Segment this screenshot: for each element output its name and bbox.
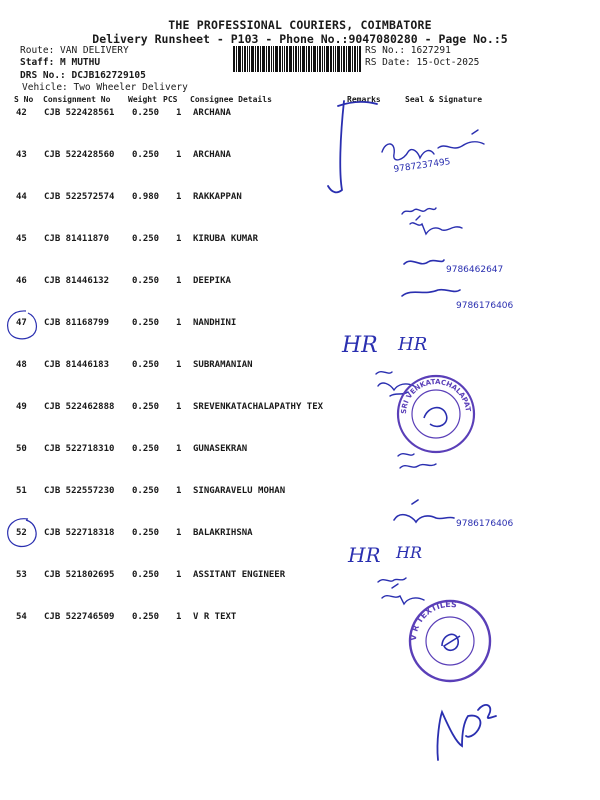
signature-row-51-phone: 9786176406 <box>456 519 514 529</box>
company-stamp-row-49 <box>391 366 478 456</box>
row-consignee: RAKKAPPAN <box>193 192 242 202</box>
rs-number: RS No.: 1627291 <box>365 45 451 56</box>
row-47-circle-mark <box>4 308 40 344</box>
vehicle-label: Vehicle: Two Wheeler Delivery <box>22 82 188 93</box>
row-weight: 0.250 <box>132 528 160 538</box>
row-weight: 0.980 <box>132 192 160 202</box>
table-row <box>0 612 600 626</box>
row-consignee: SUBRAMANIAN <box>193 360 253 370</box>
row-weight: 0.250 <box>132 612 160 622</box>
row-consignment: CJB 522428560 <box>44 150 115 160</box>
table-row <box>0 192 600 206</box>
row-pcs: 1 <box>176 402 182 412</box>
row-consignment: CJB 522428561 <box>44 108 115 118</box>
row-consignee: NANDHINI <box>193 318 237 328</box>
row-pcs: 1 <box>176 318 182 328</box>
row-consignment: CJB 81168799 <box>44 318 110 328</box>
row-consignee: ARCHANA <box>193 108 231 118</box>
row-pcs: 1 <box>176 612 182 622</box>
row-pcs: 1 <box>176 276 182 286</box>
signature-row-43 <box>372 122 502 178</box>
row-sno: 43 <box>16 150 27 160</box>
row-consignee: SREVENKATACHALAPATHY TEX <box>193 402 324 412</box>
row-sno: 42 <box>16 108 27 118</box>
row-pcs: 1 <box>176 150 182 160</box>
row-sno: 47 <box>16 318 27 328</box>
row-sno: 45 <box>16 234 27 244</box>
table-row <box>0 570 600 584</box>
signature-row-46 <box>398 250 548 312</box>
runsheet-subtitle: Delivery Runsheet - P103 - Phone No.:9047080280 - Page No.:5 <box>92 32 508 46</box>
row-pcs: 1 <box>176 234 182 244</box>
row-weight: 0.250 <box>132 360 160 370</box>
row-consignment: CJB 522718318 <box>44 528 115 538</box>
signature-row-50 <box>392 446 452 482</box>
row-weight: 0.250 <box>132 402 160 412</box>
row-consignment: CJB 522557230 <box>44 486 115 496</box>
row-sno: 48 <box>16 360 27 370</box>
row-pcs: 1 <box>176 486 182 496</box>
table-row <box>0 360 600 374</box>
table-row <box>0 234 600 248</box>
row-consignment: CJB 522746509 <box>44 612 115 622</box>
row-pcs: 1 <box>176 528 182 538</box>
col-pcs-header: PCS <box>163 95 178 104</box>
row-consignee: SINGARAVELU MOHAN <box>193 486 286 496</box>
row-weight: 0.250 <box>132 318 160 328</box>
row-pcs: 1 <box>176 570 182 580</box>
remark-hr-row-47 <box>338 322 448 362</box>
bottom-signature <box>428 696 502 766</box>
row-consignment: CJB 521802695 <box>44 570 115 580</box>
staff-label: Staff: M MUTHU <box>20 57 101 68</box>
drs-number: DRS No.: DCJB162729105 <box>20 70 146 81</box>
signature-row-46-phone-a: 9786462647 <box>446 265 504 275</box>
row-weight: 0.250 <box>132 234 160 244</box>
stamp-row-54-text: V R TEXTILES <box>408 599 458 642</box>
row-52-circle-mark <box>4 516 40 552</box>
barcode <box>233 46 361 72</box>
row-weight: 0.250 <box>132 108 160 118</box>
row-consignee: DEEPIKA <box>193 276 231 286</box>
remark-hr-row-47-a: HR <box>342 333 378 358</box>
table-row <box>0 150 600 164</box>
row-sno: 49 <box>16 402 27 412</box>
row-consignee: V R TEXT <box>193 612 237 622</box>
row-sno: 52 <box>16 528 27 538</box>
table-row <box>0 402 600 416</box>
row-consignee: KIRUBA KUMAR <box>193 234 259 244</box>
row-weight: 0.250 <box>132 486 160 496</box>
row-consignee: ARCHANA <box>193 150 231 160</box>
rs-date: RS Date: 15-Oct-2025 <box>365 57 480 68</box>
row-consignment: CJB 81446183 <box>44 360 110 370</box>
table-row <box>0 318 600 332</box>
signature-row-51 <box>390 496 540 536</box>
signature-row-44 <box>392 198 472 244</box>
remark-hr-row-52-b: HR <box>396 543 422 562</box>
company-stamp-row-54 <box>402 596 498 686</box>
row-pcs: 1 <box>176 444 182 454</box>
row-consignee: ASSITANT ENGINEER <box>193 570 286 580</box>
row-sno: 44 <box>16 192 27 202</box>
row-weight: 0.250 <box>132 570 160 580</box>
remark-hr-row-52 <box>346 534 446 572</box>
row-sno: 53 <box>16 570 27 580</box>
row-pcs: 1 <box>176 192 182 202</box>
col-consignee-header: Consignee Details <box>190 95 272 104</box>
col-sno-header: S No <box>14 95 34 104</box>
row-consignment: CJB 522462888 <box>44 402 115 412</box>
row-sno: 50 <box>16 444 27 454</box>
row-consignee: BALAKRIHSNA <box>193 528 253 538</box>
route-label: Route: VAN DELIVERY <box>20 45 129 56</box>
row-consignment: CJB 522572574 <box>44 192 115 202</box>
row-weight: 0.250 <box>132 276 160 286</box>
row-pcs: 1 <box>176 360 182 370</box>
row-sno: 54 <box>16 612 27 622</box>
table-row <box>0 444 600 458</box>
col-consignment-header: Consignment No <box>43 95 111 104</box>
company-title: THE PROFESSIONAL COURIERS, COIMBATORE <box>168 18 432 32</box>
row-weight: 0.250 <box>132 444 160 454</box>
row-sno: 46 <box>16 276 27 286</box>
row-consignment: CJB 81411870 <box>44 234 110 244</box>
row-sno: 51 <box>16 486 27 496</box>
signature-row-46-phone-b: 9786176406 <box>456 301 514 311</box>
signature-row-43-phone: 9787237495 <box>393 157 452 175</box>
row-consignee: GUNASEKRAN <box>193 444 248 454</box>
row-pcs: 1 <box>176 108 182 118</box>
remark-hr-row-52-a: HR <box>348 543 381 567</box>
remark-hr-row-47-b: HR <box>398 334 428 355</box>
stamp-row-49-text: SRI VENKATACHALAPATHY TEXTILES <box>391 366 472 415</box>
row-weight: 0.250 <box>132 150 160 160</box>
table-row <box>0 108 600 122</box>
col-remarks-header: Remarks <box>347 95 381 104</box>
col-weight-header: Weight <box>128 95 157 104</box>
col-seal-header: Seal & Signature <box>405 95 483 104</box>
row-consignment: CJB 81446132 <box>44 276 110 286</box>
row-consignment: CJB 522718310 <box>44 444 115 454</box>
